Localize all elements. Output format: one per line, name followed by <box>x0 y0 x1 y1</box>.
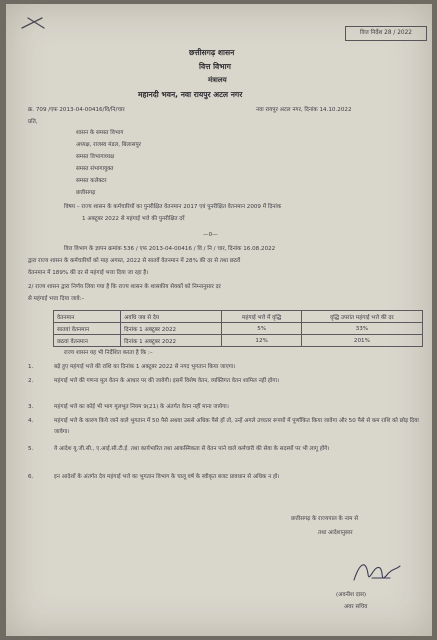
item-number: 2. <box>28 378 34 384</box>
table-cell: 33% <box>301 323 422 335</box>
table-header-row <box>54 311 423 323</box>
table-cell: छठवां वेतनमान <box>54 335 121 347</box>
item-text: ये आदेश यू.जी.सी., ए.आई.सी.टी.ई. तथा कार्यभारित तथा आकस्मिकता से वेतन पाने वाले कर्मचारी की सेवा के सदस्यों पर भी लागू होंगे। <box>54 446 330 452</box>
item-number: 1. <box>28 364 34 370</box>
recipient: समस्त कलेक्टर <box>76 178 107 184</box>
item-text: महंगाई भत्ते के कारण किये जाने वाले भुगतान में 50 पैसे अथवा उससे अधिक पैसे हों तो, उन्हें अगले उच्चतर रूपयों में पूर्णांकित किया जावेगा और 50 पैसे से कम राशि को छोड़ दिया जावेगा। <box>54 418 419 435</box>
item-number: 6. <box>28 474 34 480</box>
para1-line-2: द्वारा राज्य शासन के कर्मचारियों को माह अगस्त, 2022 से सातवें वेतनमान में 28% की दर से तथा छठवें <box>28 258 241 264</box>
header-govt: छत्तीसगढ़ शासन <box>189 48 235 57</box>
subject-line-2: 1 अक्टूबर 2022 से महंगाई भत्ते की पुनरीक्षित दरें <box>82 216 185 222</box>
item-text: महंगाई भत्ते का कोई भी भाग मूलभूत नियम 9(21) के अंतर्गत वेतन नहीं माना जायेगा। <box>54 404 229 410</box>
directions-intro: राज्य शासन यह भी निर्देशित करता है कि :– <box>64 350 153 356</box>
table-cell: दिनांक 1 अक्टूबर 2022 <box>121 323 222 335</box>
table-header-cell: वृद्धि उपरांत महंगाई भत्ते की दर <box>301 311 422 323</box>
para2-line-2: से महंगाई भत्ता दिया जावे:– <box>28 296 85 302</box>
header-address: महानदी भवन, नवा रायपुर अटल नगर <box>138 90 243 99</box>
divider: —0— <box>203 232 218 238</box>
header-department: वित्त विभाग <box>199 62 231 71</box>
document-page <box>6 4 432 636</box>
reference-number: क्र. 709 /एफ 2013-04-00416/वि/नि/चार <box>28 107 125 113</box>
recipient: अध्यक्ष, राजस्व मंडल, बिलासपुर <box>76 142 141 148</box>
item-text: महंगाई भत्ते की गणना मूल वेतन के आधार पर की जावेगी। इसमें विशेष वेतन, व्यक्तिगत वेतन शामिल नहीं होगा। <box>54 378 280 384</box>
place-date: नवा रायपुर अटल नगर, दिनांक 14.10.2022 <box>256 107 352 113</box>
signatory-title: अवर सचिव <box>344 604 368 610</box>
recipient: समस्त संभागायुक्त <box>76 166 114 172</box>
signatory-name: (अवनीश दास) <box>336 592 367 598</box>
para2-line-1: 2/ राज्य शासन द्वारा निर्णय लिया गया है कि राज्य शासन के शासकीय सेवकों को निम्नानुसार दर <box>28 284 221 290</box>
table-header-cell: अवधि जब से देय <box>121 311 222 323</box>
recipient: शासन के समस्त विभाग <box>76 130 124 136</box>
to-label: प्रति, <box>28 119 38 125</box>
item-number: 5. <box>28 446 34 452</box>
table-header-cell: महंगाई भत्ते में वृद्धि <box>222 311 301 323</box>
item-text: इन आदेशों के अंतर्गत देय महंगाई भत्ते का भुगतान विभाग के चालू वर्ष के स्वीकृत बजट प्रावधान से अधिक न हो। <box>54 474 280 480</box>
table-row <box>54 335 423 347</box>
item-number: 3. <box>28 404 34 410</box>
table-cell: सातवां वेतनमान <box>54 323 121 335</box>
dearness-allowance-table <box>53 310 423 347</box>
recipient: छत्तीसगढ़ <box>76 190 96 196</box>
signature <box>350 556 412 592</box>
table-cell: 201% <box>301 335 422 347</box>
subject-line-1: विषय – राज्य शासन के कर्मचारियों का पुनरीक्षित वेतनमान 2017 एवं पुनरीक्षित वेतनमान 2009 में दिनांक <box>64 204 282 210</box>
closing-line-2: तथा आदेशानुसार <box>318 530 353 536</box>
para1-line-1: वित्त विभाग के ज्ञापन क्रमांक 536 / एफ 2013-04-00416 / वि / नि / चार, दिनांक 16.08.2022 <box>64 246 276 252</box>
table-cell: दिनांक 1 अक्टूबर 2022 <box>121 335 222 347</box>
pen-scribble-mark <box>20 16 50 30</box>
table-row <box>54 323 423 335</box>
table-cell: 12% <box>222 335 301 347</box>
item-text: बढ़े हुए महंगाई भत्ते की राशि का दिनांक 1 अक्टूबर 2022 से नगद भुगतान किया जाएगा। <box>54 364 236 370</box>
item-number: 4. <box>28 418 34 424</box>
recipient: समस्त विभागाध्यक्ष <box>76 154 115 160</box>
closing-line-1: छत्तीसगढ़ के राज्यपाल के नाम से <box>291 516 359 522</box>
table-cell: 5% <box>222 323 301 335</box>
table-header-cell: वेतनमान <box>54 311 121 323</box>
order-number-box: वित्त निर्देश 28 / 2022 <box>345 26 427 41</box>
para1-line-3: वेतनमान में 189% की दर से महंगाई भत्ता दिया जा रहा है। <box>28 270 149 276</box>
header-ministry: मंत्रालय <box>208 76 227 84</box>
